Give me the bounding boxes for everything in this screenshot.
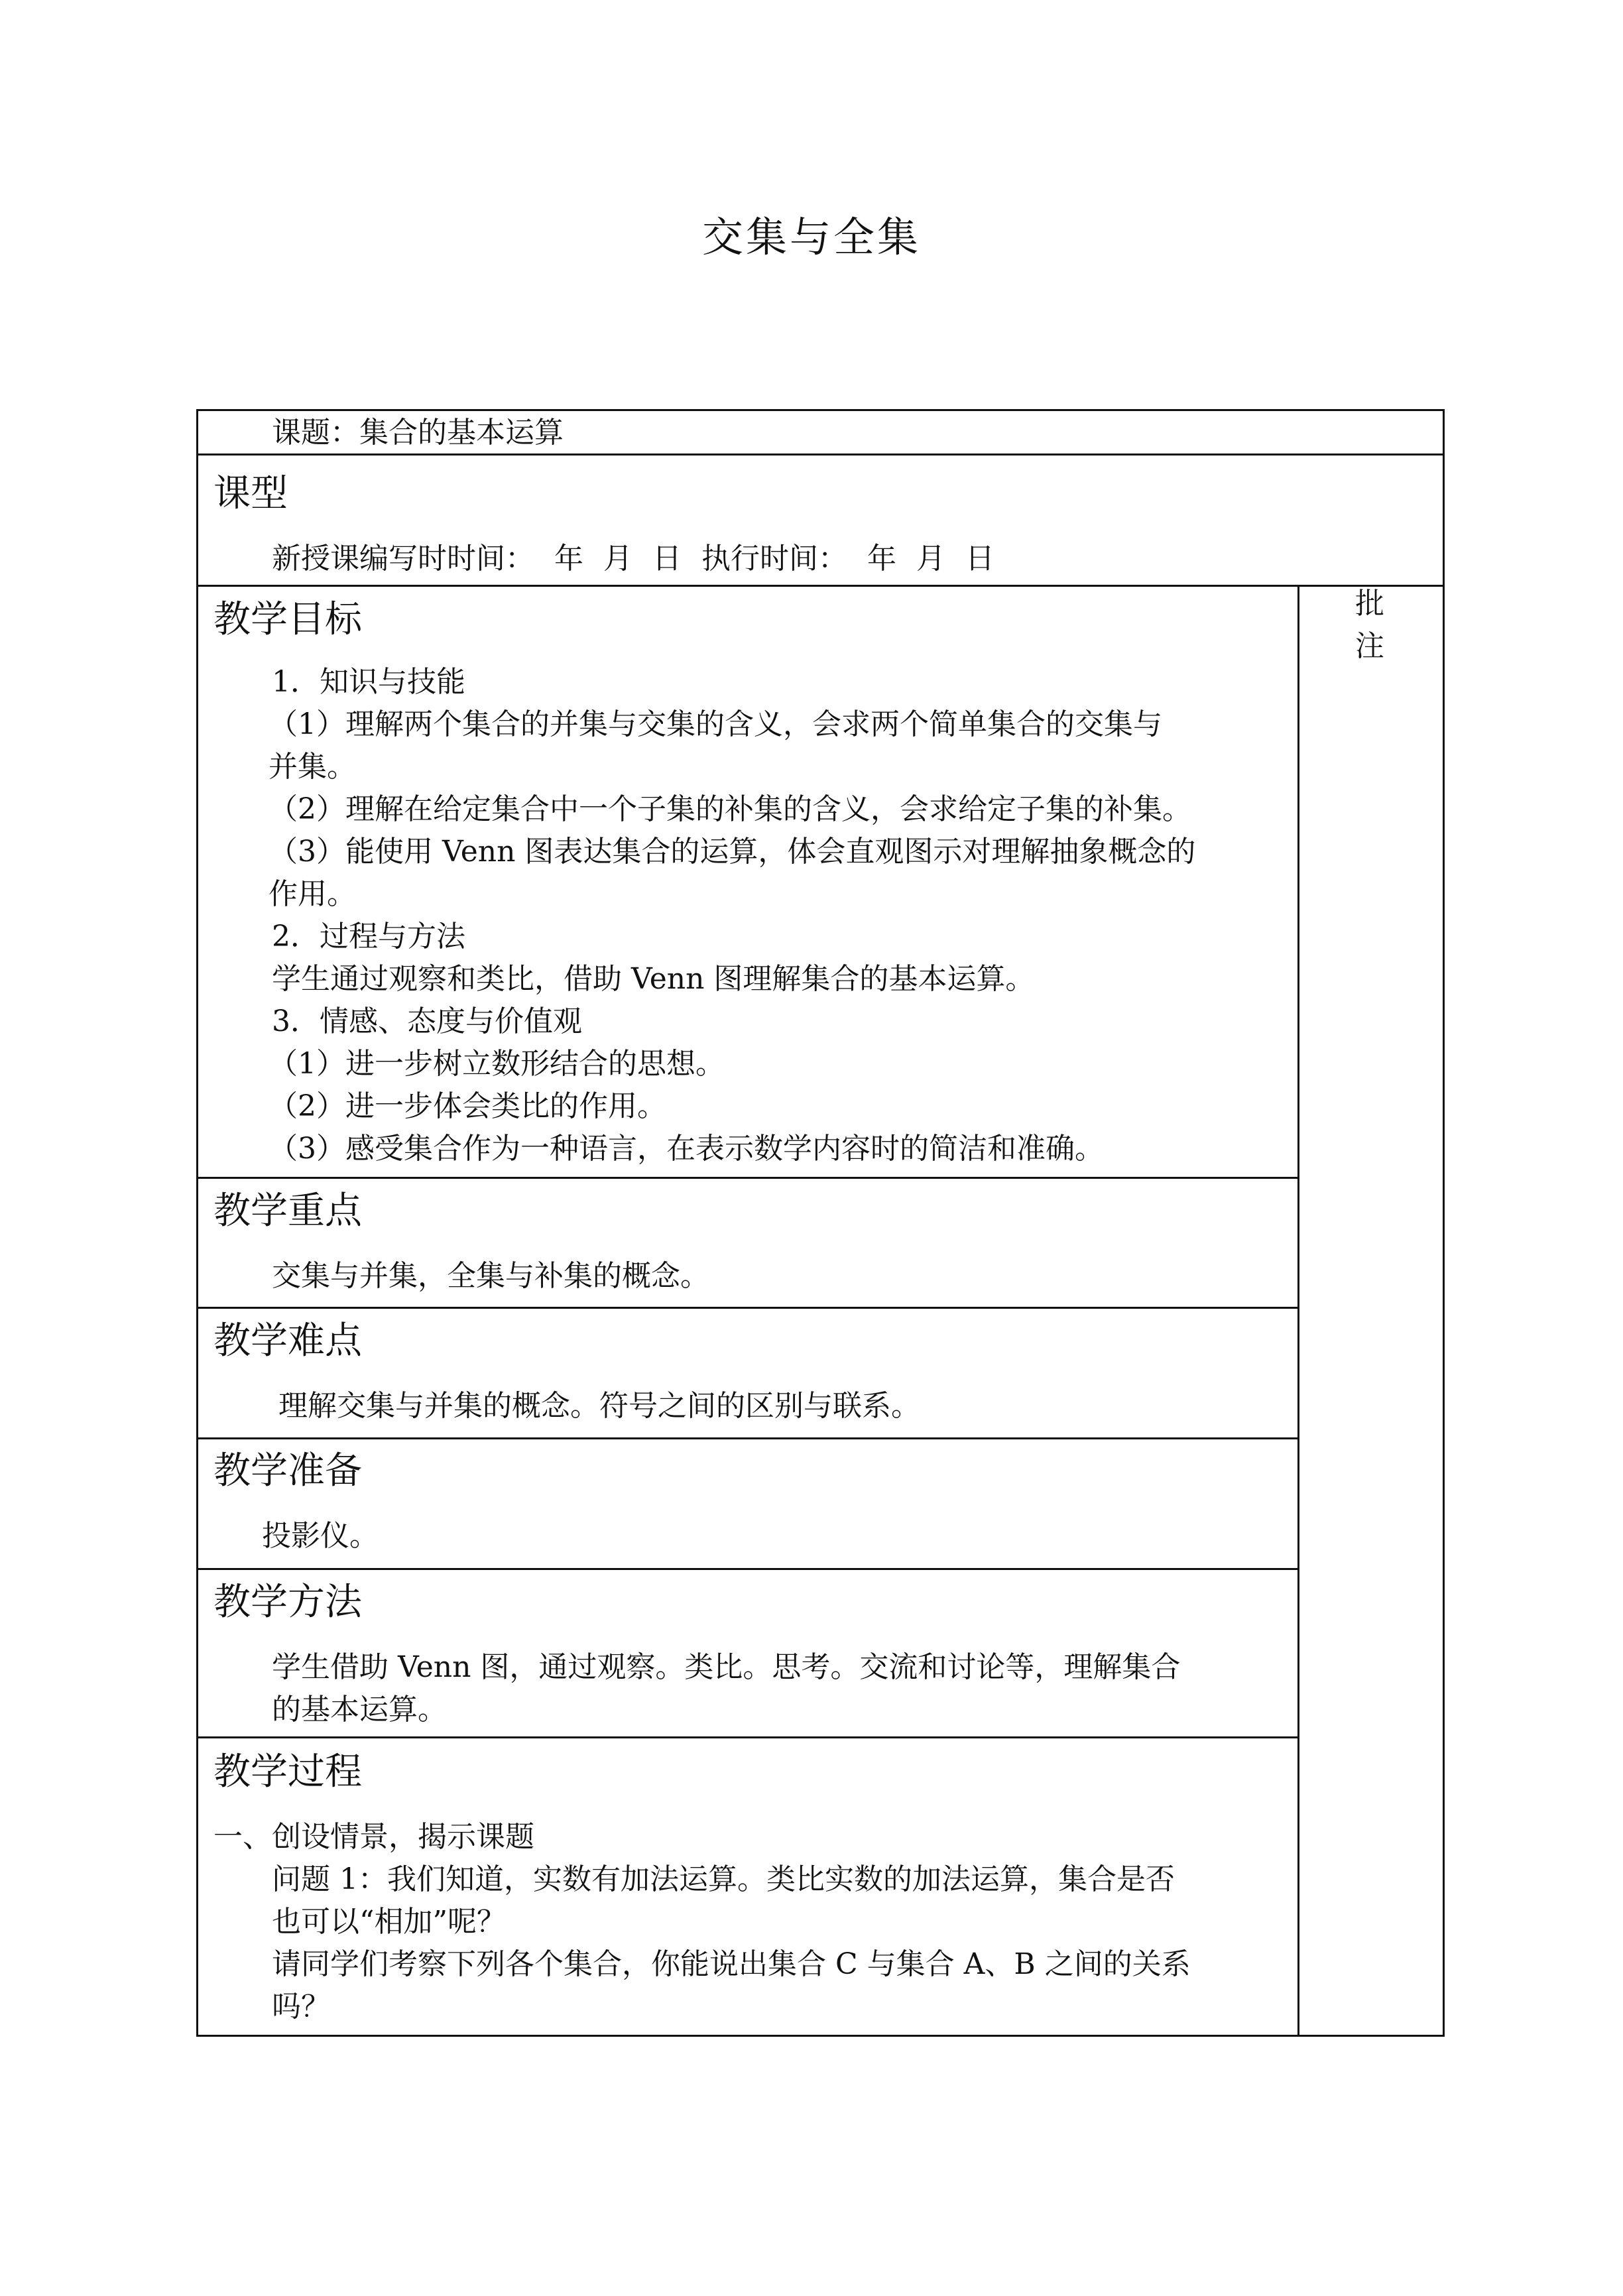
annotation-label-char-2: 注 — [1355, 629, 1384, 663]
methods-text-line-1: 学生借助 Venn 图，通过观察。类比。思考。交流和讨论等，理解集合 — [272, 1650, 1181, 1684]
objective-line: （2）进一步体会类比的作用。 — [269, 1089, 666, 1123]
process-heading: 教学过程 — [213, 1750, 362, 1793]
objectives-heading: 教学目标 — [213, 598, 362, 641]
row-divider-lesson-type — [196, 585, 1445, 587]
methods-heading: 教学方法 — [213, 1581, 362, 1624]
document-title: 交集与全集 — [701, 213, 921, 261]
objective-line: 学生通过观察和类比，借助 Venn 图理解集合的基本运算。 — [272, 962, 1035, 996]
row-divider-methods — [196, 1736, 1299, 1738]
lesson-type-heading: 课型 — [213, 472, 288, 515]
topic-text: 课题：集合的基本运算 — [272, 416, 564, 450]
annotation-label-char-1: 批 — [1355, 587, 1384, 621]
objective-line: 并集。 — [269, 750, 356, 784]
objective-line: （3）能使用 Venn 图表达集合的运算，体会直观图示对理解抽象概念的 — [269, 835, 1196, 869]
process-question-1-line-2: 也可以“相加”呢？ — [272, 1905, 506, 1939]
difficulties-heading: 教学难点 — [213, 1319, 362, 1362]
written-month: 月 — [603, 542, 632, 575]
row-divider-objectives — [196, 1177, 1299, 1179]
executed-year: 年 — [867, 542, 896, 575]
lesson-plan-table — [196, 409, 1445, 2037]
preparation-heading: 教学准备 — [213, 1449, 362, 1492]
row-divider-topic — [196, 453, 1445, 455]
executed-time-label: 执行时间： — [701, 542, 847, 575]
methods-text-line-2: 的基本运算。 — [272, 1693, 447, 1726]
preparation-text: 投影仪。 — [262, 1519, 379, 1553]
annotation-column-divider — [1297, 585, 1299, 2037]
process-question-2-line-2: 吗？ — [272, 1990, 330, 2024]
written-year: 年 — [554, 542, 583, 575]
difficulties-text: 理解交集与并集的概念。符号之间的区别与联系。 — [278, 1389, 920, 1423]
new-lesson-label: 新授课 — [272, 542, 359, 575]
lesson-type-line — [272, 538, 994, 579]
executed-day: 日 — [965, 542, 994, 575]
process-question-2-line-1: 请同学们考察下列各个集合，你能说出集合 C 与集合 A、B 之间的关系 — [272, 1947, 1191, 1981]
row-divider-preparation — [196, 1568, 1299, 1570]
objective-line: 1．知识与技能 — [272, 665, 465, 699]
written-time-label: 编写时时间： — [359, 542, 534, 575]
row-divider-key-points — [196, 1307, 1299, 1309]
process-question-1-line-1: 问题 1：我们知道，实数有加法运算。类比实数的加法运算，集合是否 — [272, 1862, 1175, 1896]
row-divider-difficulties — [196, 1437, 1299, 1439]
key-points-text: 交集与并集，全集与补集的概念。 — [272, 1259, 709, 1293]
objective-line: 作用。 — [269, 877, 356, 911]
process-section-1: 一、创设情景，揭示课题 — [213, 1820, 534, 1854]
objective-line: 2．过程与方法 — [272, 920, 465, 953]
objective-line: （3）感受集合作为一种语言，在表示数学内容时的简洁和准确。 — [269, 1132, 1104, 1166]
executed-month: 月 — [916, 542, 945, 575]
objective-line: （1）理解两个集合的并集与交集的含义，会求两个简单集合的交集与 — [269, 707, 1162, 741]
written-day: 日 — [652, 542, 682, 575]
objective-line: （2）理解在给定集合中一个子集的补集的含义，会求给定子集的补集。 — [269, 792, 1191, 826]
key-points-heading: 教学重点 — [213, 1189, 362, 1233]
objective-line: （1）进一步树立数形结合的思想。 — [269, 1047, 725, 1081]
objective-line: 3．情感、态度与价值观 — [272, 1004, 582, 1038]
